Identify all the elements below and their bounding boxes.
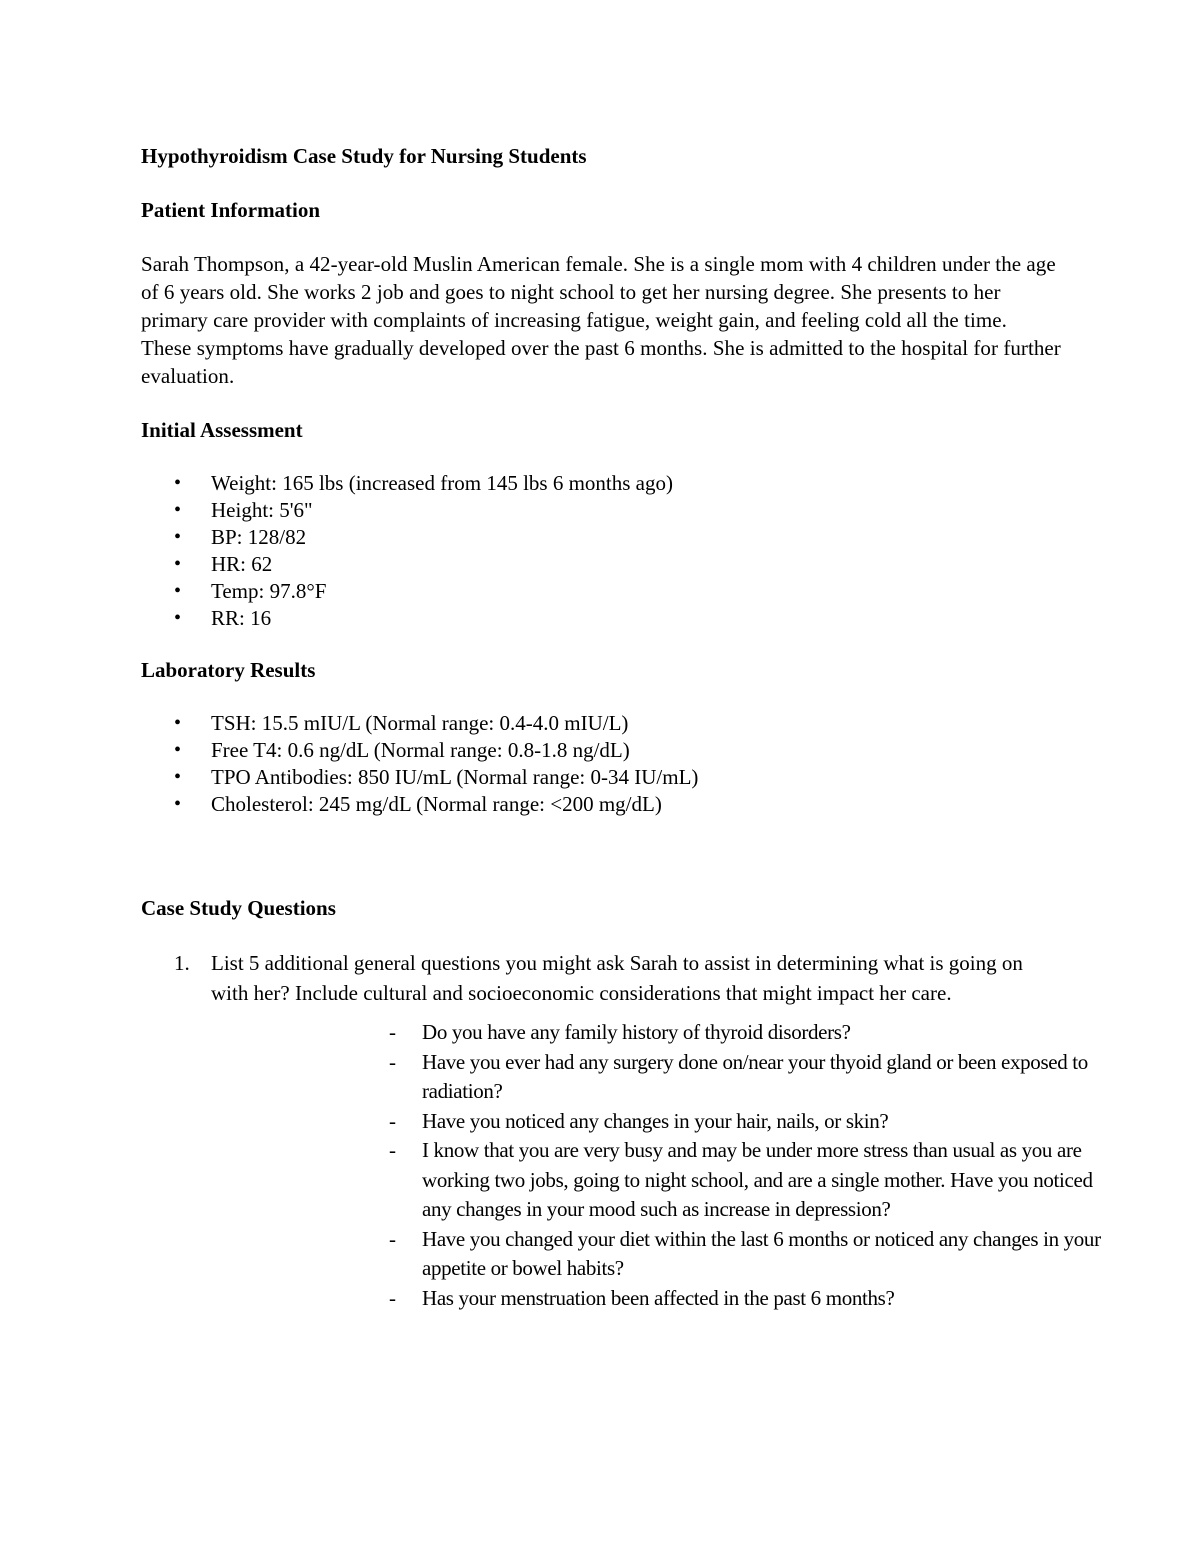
patient-information-text: Sarah Thompson, a 42-year-old Muslin American female. She is a single mom with 4 children under the age of 6 years old. She works 2 job and goes to night school to get her nursing degree. She presents to her primary care provider with complaints of increasing fatigue, weight gain, and feeling cold all the time. These symptoms have gradually developed over the past 6 months. She is admitted to the hospital for further evaluation. <box>141 252 1061 388</box>
answer-text: Have you noticed any changes in your hair, nails, or skin? <box>422 1108 889 1133</box>
initial-assessment-heading: Initial Assessment <box>141 418 303 442</box>
document-body <box>141 142 1101 1313</box>
assessment-item-weight: • Weight: 165 lbs (increased from 145 lbs 6 months ago) <box>141 470 1061 497</box>
answer-item <box>211 1136 1122 1225</box>
questions-list <box>141 948 1101 1313</box>
laboratory-results-heading: Laboratory Results <box>141 658 316 682</box>
dash-marker: - <box>389 1108 396 1133</box>
answer-item <box>211 1284 1122 1314</box>
blank-space <box>141 842 1061 894</box>
answer-list <box>211 1018 1101 1313</box>
assessment-item-temp: • Temp: 97.8°F <box>141 578 1061 605</box>
dash-marker: - <box>389 1049 396 1074</box>
lab-item-tpo-antibodies: • TPO Antibodies: 850 IU/mL (Normal range: 0-34 IU/mL) <box>141 764 1061 791</box>
question-text: List 5 additional general questions you might ask Sarah to assist in determining what is going on with her? Include cultural and socioeconomic considerations that might impact her care. <box>211 951 1023 1005</box>
assessment-item-rr: • RR: 16 <box>141 605 1061 632</box>
question-item <box>141 948 1101 1313</box>
answer-text: Have you changed your diet within the last 6 months or noticed any changes in your appetite or bowel habits? <box>422 1226 1101 1280</box>
answer-item <box>211 1018 1122 1048</box>
assessment-item-bp: • BP: 128/82 <box>141 524 1061 551</box>
answer-item <box>211 1225 1122 1284</box>
lab-item-cholesterol: • Cholesterol: 245 mg/dL (Normal range: <200 mg/dL) <box>141 791 1061 818</box>
laboratory-results-list <box>141 710 1061 818</box>
dash-marker: - <box>389 1285 396 1310</box>
dash-marker: - <box>389 1226 396 1251</box>
answer-item <box>211 1048 1122 1107</box>
document-title: Hypothyroidism Case Study for Nursing Students <box>141 144 587 168</box>
answer-item <box>211 1107 1122 1137</box>
patient-information-heading: Patient Information <box>141 198 321 222</box>
answer-text: I know that you are very busy and may be under more stress than usual as you are working two jobs, going to night school, and are a single mother. Have you noticed any changes in your mood such as increase in depression? <box>422 1138 1093 1221</box>
assessment-item-height: • Height: 5'6" <box>141 497 1061 524</box>
case-study-questions-heading: Case Study Questions <box>141 896 336 920</box>
answer-text: Has your menstruation been affected in the past 6 months? <box>422 1285 895 1310</box>
assessment-item-hr: • HR: 62 <box>141 551 1061 578</box>
lab-item-free-t4: • Free T4: 0.6 ng/dL (Normal range: 0.8-1.8 ng/dL) <box>141 737 1061 764</box>
lab-item-tsh: • TSH: 15.5 mIU/L (Normal range: 0.4-4.0 mIU/L) <box>141 710 1061 737</box>
question-number: 1. <box>174 951 190 975</box>
dash-marker: - <box>389 1138 396 1162</box>
initial-assessment-list <box>141 470 1061 632</box>
dash-marker: - <box>389 1020 396 1044</box>
answer-text: Have you ever had any surgery done on/near your thyoid gland or been exposed to radiation? <box>422 1049 1088 1103</box>
answer-text: Do you have any family history of thyroid disorders? <box>422 1020 851 1044</box>
